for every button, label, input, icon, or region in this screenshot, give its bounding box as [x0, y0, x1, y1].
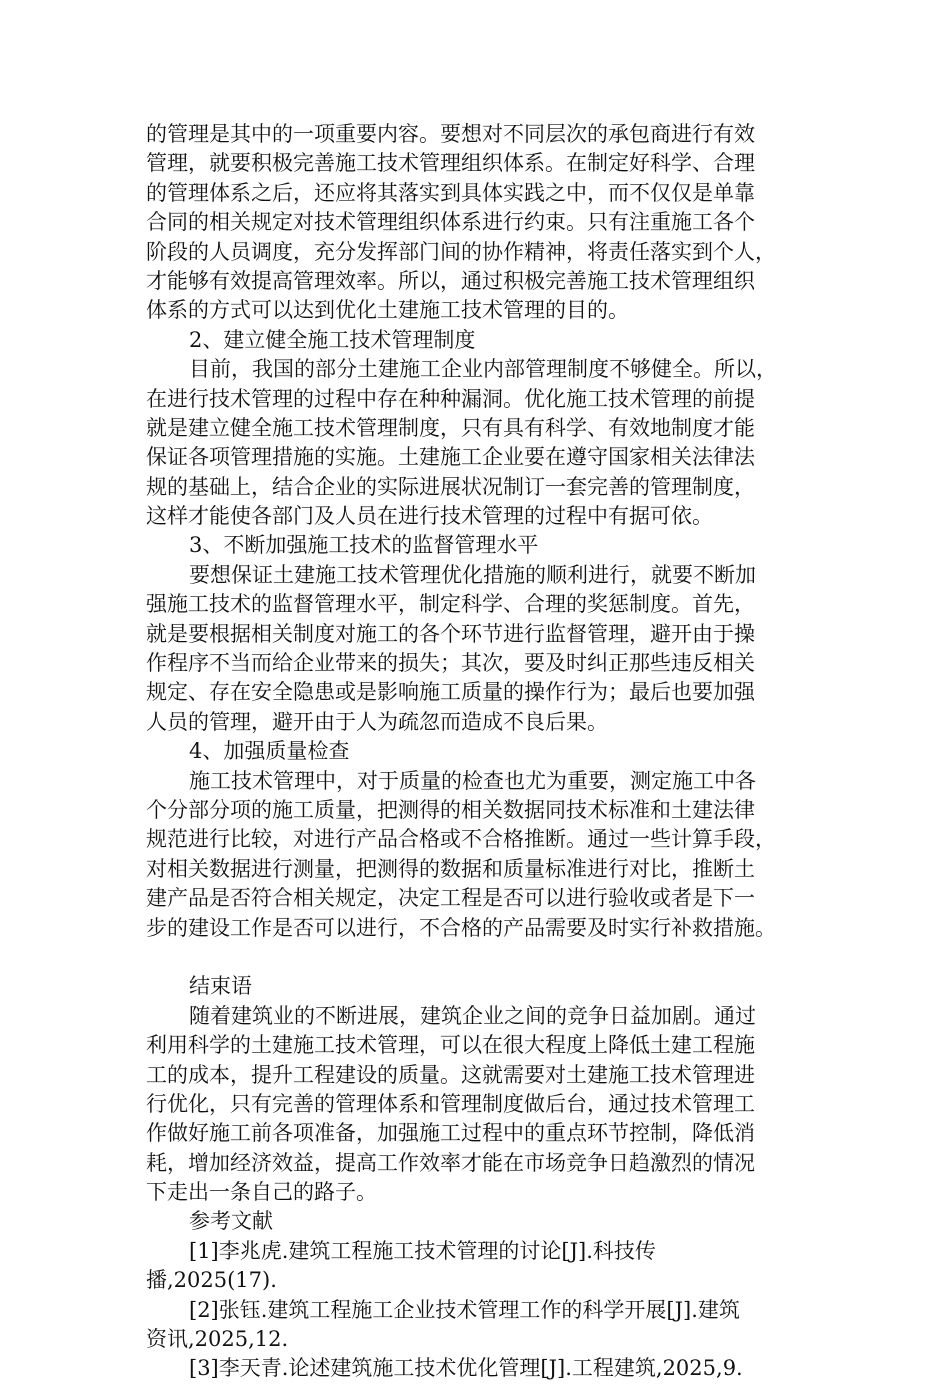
- text-line: 就是要根据相关制度对施工的各个环节进行监督管理，避开由于操: [146, 621, 755, 646]
- text-line: 的管理是其中的一项重要内容。要想对不同层次的承包商进行有效: [146, 122, 755, 146]
- section-heading: 结束语: [189, 974, 252, 999]
- text-line: 就是建立健全施工技术管理制度，只有具有科学、有效地制度才能: [146, 415, 755, 440]
- text-line: 目前，我国的部分土建施工企业内部管理制度不够健全。所以，: [189, 357, 777, 382]
- blank-line: [146, 943, 814, 972]
- text-line: 规范进行比较，对进行产品合格或不合格推断。通过一些计算手段，: [146, 827, 776, 852]
- text-line: 合同的相关规定对技术管理组织体系进行约束。只有注重施工各个: [146, 210, 755, 235]
- text-line: [1]李兆虎.建筑工程施工技术管理的讨论[J].科技传: [189, 1238, 656, 1263]
- text-line: 规的基础上，结合企业的实际进展状况制订一套完善的管理制度，: [146, 474, 755, 499]
- text-line: 作做好施工前各项准备，加强施工过程中的重点环节控制，降低消: [146, 1121, 755, 1146]
- text-line: 的管理体系之后，还应将其落实到具体实践之中，而不仅仅是单靠: [146, 180, 755, 205]
- text-line: 下走出一条自己的路子。: [146, 1180, 377, 1205]
- text-line: 建产品是否符合相关规定，决定工程是否可以进行验收或者是下一: [146, 886, 755, 911]
- body-paragraph: [146, 120, 814, 326]
- text-line: 阶段的人员调度，充分发挥部门间的协作精神，将责任落实到个人，: [146, 239, 776, 264]
- text-line: 才能够有效提高管理效率。所以，通过积极完善施工技术管理组织: [146, 268, 755, 293]
- text-line: 规定、存在安全隐患或是影响施工质量的操作行为；最后也要加强: [146, 680, 755, 705]
- text-line: 这样才能使各部门及人员在进行技术管理的过程中有据可依。: [146, 504, 713, 529]
- text-line: 步的建设工作是否可以进行，不合格的产品需要及时实行补救措施。: [146, 915, 776, 940]
- text-line: 人员的管理，避开由于人为疏忽而造成不良后果。: [146, 709, 608, 734]
- reference-item: [146, 1354, 814, 1383]
- text-line: 播,2025(17).: [146, 1268, 277, 1293]
- reference-item: [146, 1237, 814, 1296]
- text-line: 对相关数据进行测量，把测得的数据和质量标准进行对比，推断土: [146, 856, 755, 881]
- body-paragraph: [146, 355, 814, 531]
- text-line: 体系的方式可以达到优化土建施工技术管理的目的。: [146, 298, 629, 323]
- section-heading: 3、不断加强施工技术的监督管理水平: [189, 533, 539, 558]
- document-page: [146, 120, 814, 1384]
- body-paragraph: [146, 1002, 814, 1208]
- text-line: 随着建筑业的不断进展，建筑企业之间的竞争日益加剧。通过: [189, 1003, 756, 1028]
- text-line: 要想保证土建施工技术管理优化措施的顺利进行，就要不断加: [189, 562, 756, 587]
- references-heading: 参考文献: [189, 1209, 273, 1234]
- text-line: 利用科学的土建施工技术管理，可以在很大程度上降低土建工程施: [146, 1033, 755, 1058]
- text-line: 资讯,2025,12.: [146, 1327, 289, 1352]
- text-line: 作程序不当而给企业带来的损失；其次，要及时纠正那些违反相关: [146, 651, 755, 676]
- text-line: [3]李天青.论述建筑施工技术优化管理[J].工程建筑,2025,9.: [189, 1356, 743, 1381]
- text-line: 工的成本，提升工程建设的质量。这就需要对土建施工技术管理进: [146, 1062, 755, 1087]
- text-line: 在进行技术管理的过程中存在种种漏洞。优化施工技术管理的前提: [146, 386, 755, 411]
- text-line: 保证各项管理措施的实施。土建施工企业要在遵守国家相关法律法: [146, 445, 755, 470]
- section-heading: 4、加强质量检查: [189, 739, 350, 764]
- body-paragraph: [146, 561, 814, 737]
- reference-item: [146, 1296, 814, 1355]
- text-line: [2]张钰.建筑工程施工企业技术管理工作的科学开展[J].建筑: [189, 1297, 740, 1322]
- body-paragraph: [146, 767, 814, 943]
- text-line: 耗，增加经济效益，提高工作效率才能在市场竞争日趋激烈的情况: [146, 1150, 755, 1175]
- text-line: 强施工技术的监督管理水平，制定科学、合理的奖惩制度。首先，: [146, 592, 755, 617]
- text-line: 个分部分项的施工质量，把测得的相关数据同技术标准和土建法律: [146, 797, 755, 822]
- text-line: 行优化，只有完善的管理体系和管理制度做后台，通过技术管理工: [146, 1091, 755, 1116]
- text-line: 施工技术管理中，对于质量的检查也尤为重要，测定施工中各: [189, 768, 756, 793]
- text-line: 管理，就要积极完善施工技术管理组织体系。在制定好科学、合理: [146, 151, 755, 176]
- section-heading: 2、建立健全施工技术管理制度: [189, 327, 476, 352]
